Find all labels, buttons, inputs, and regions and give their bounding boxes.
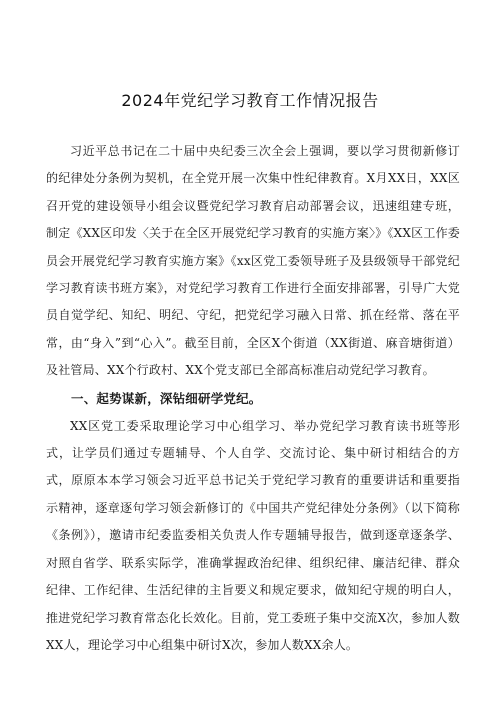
paragraph-section-1: XX区党工委采取理论学习中心组学习、举办党纪学习教育读书班等形式，让学员们通过专题辅导、个人自学、交流讨论、集中研讨相结合的方式，原原本本学习领会习近平总书记关于党纪学习教育的重要讲话和重要指示精神，逐章逐句学习领会新修订的《中国共产党纪律处分条例》（以下简称《条例》），邀请市纪委监委相关负责人作专题辅导报告，做到逐章逐条学、对照自省学、联系实际学，准确掌握政治纪律、组织纪律、廉洁纪律、群众纪律、工作纪律、生活纪律的主旨要义和规定要求，做知纪守规的明白人，推进党纪学习教育常态化长效化。目前，党工委班子集中交流X次，参加人数XX人，理论学习中心组集中研讨X次，参加人数XX余人。 — [46, 418, 460, 652]
document-title: 2024年党纪学习教育工作情况报告 — [121, 91, 379, 110]
document-body — [46, 138, 460, 659]
paragraph-intro: 习近平总书记在二十届中央纪委三次全会上强调，要以学习贯彻新修订的纪律处分条例为契机，在全党开展一次集中性纪律教育。X月XX日，XX区召开党的建设领导小组会议暨党纪学习教育启动部署会议，迅速组建专班，制定《XX区印发〈关于在全区开展党纪学习教育的实施方案〉》《XX区工作委员会开展党纪学习教育实施方案》《xx区党工委领导班子及县级领导干部党纪学习教育读书班方案》，对党纪学习教育工作进行全面安排部署，引导广大党员自觉学纪、知纪、明纪、守纪，把党纪学习融入日常、抓在经常、落在平常，由“身入”到“心入”。截至目前，全区X个街道（XX街道、麻音塘街道）及社管局、XX个行政村、XX个党支部已全部高标准启动党纪学习教育。 — [46, 144, 460, 378]
section-heading-1: 一、起势谋新，深钻细研学党纪。 — [71, 390, 262, 406]
